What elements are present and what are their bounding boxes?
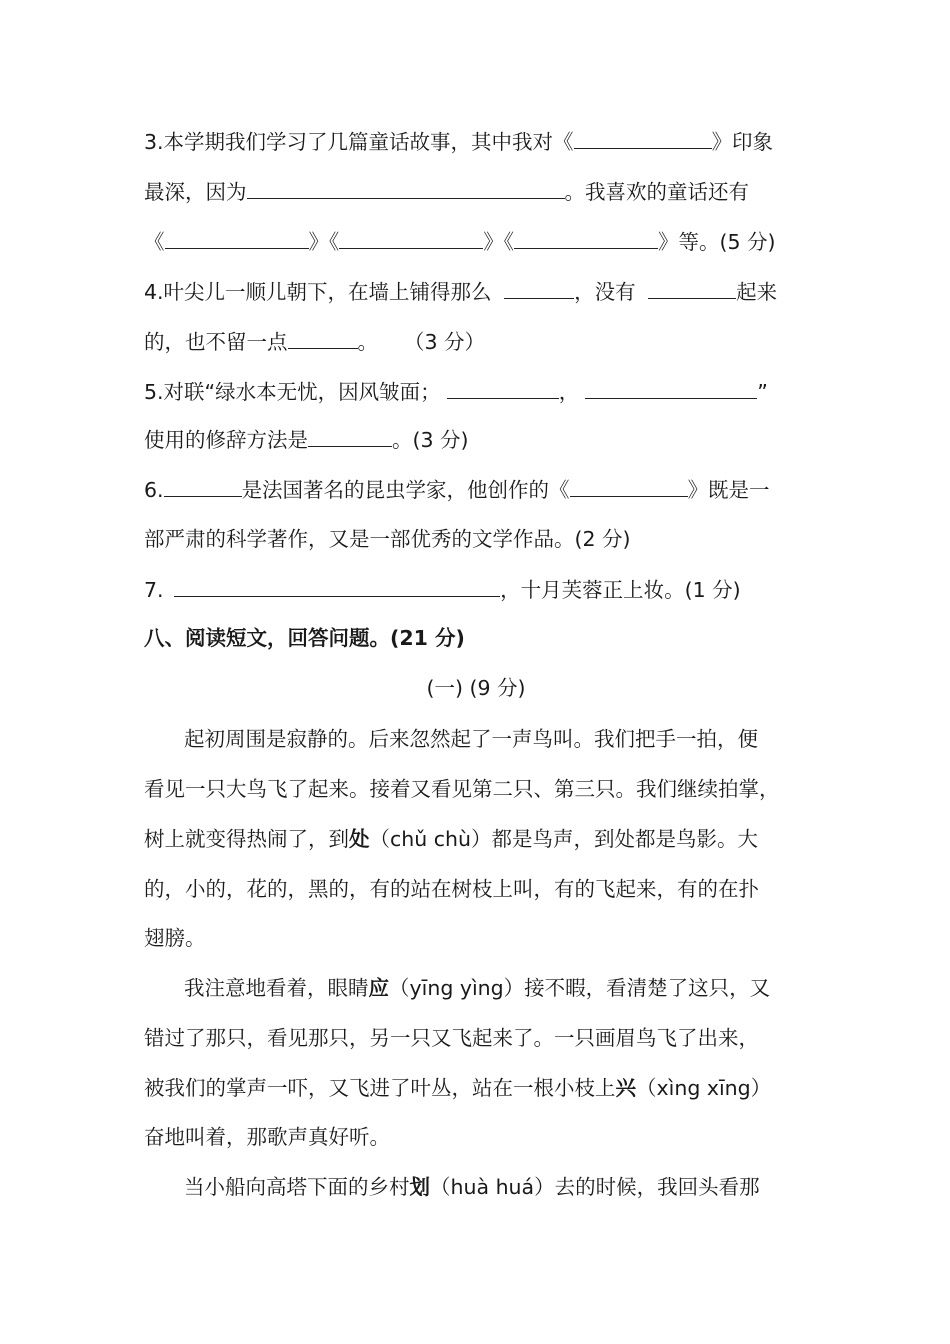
q5-text: 。(3 分) (392, 428, 469, 452)
q4-score: （3 分） (404, 330, 486, 354)
q3-line-1 (144, 126, 808, 156)
passage-text: 奋地叫着，那歌声真好听。 (144, 1125, 390, 1149)
passage-line (144, 824, 808, 854)
passage-line (144, 973, 808, 1003)
q6-line-1 (144, 474, 808, 504)
q3-text: 。我喜欢的童话还有 (564, 180, 749, 204)
q3-text: 《 (144, 230, 165, 254)
q3-text: 》印象 (711, 130, 774, 154)
q4-text: 的，也不留一点 (144, 330, 288, 354)
pinyin-options: （yīng yìng）接不暇，看清楚了这只，又 (389, 976, 771, 1000)
passage-line (144, 1122, 808, 1152)
q7-text: 7. (144, 578, 164, 602)
passage-text: 错过了那只，看见那只，另一只又飞起来了。一只画眉鸟飞了出来， (144, 1026, 759, 1050)
q3-blank-story-2[interactable] (339, 226, 483, 249)
q5-blank-1[interactable] (447, 376, 559, 399)
q5-text: 5.对联“绿水本无忧，因风皱面； (144, 380, 441, 404)
passage-text: 被我们的掌声一吓，又飞进了叶丛，站在一根小枝上 (144, 1076, 616, 1100)
passage-line (144, 774, 808, 804)
q3-line-2 (144, 176, 808, 206)
pinyin-options: （xìng xīng） (636, 1076, 772, 1100)
passage-line (144, 724, 808, 754)
q6-blank-author[interactable] (164, 474, 242, 497)
q6-text: 部严肃的科学著作，又是一部优秀的文学作品。(2 分) (144, 527, 631, 551)
polyphonic-char: 划 (409, 1175, 430, 1199)
passage-text: 看见一只大鸟飞了起来。接着又看见第二只、第三只。我们继续拍掌， (144, 777, 780, 801)
passage-line (144, 923, 808, 953)
passage-line (144, 1023, 808, 1053)
q3-text: 3.本学期我们学习了几篇童话故事，其中我对《 (144, 130, 574, 154)
q4-text: 起来 (736, 280, 778, 304)
q3-text: 》等。(5 分) (658, 230, 776, 254)
q4-blank-1[interactable] (504, 276, 574, 299)
passage-heading-text: (一) (9 分) (426, 676, 526, 700)
q3-blank-story-3[interactable] (514, 226, 658, 249)
passage-text: 起初周围是寂静的。后来忽然起了一声鸟叫。我们把手一拍，便 (184, 727, 758, 751)
q5-line-2 (144, 424, 808, 454)
passage-text: 翅膀。 (144, 926, 206, 950)
passage-1-heading (144, 673, 808, 703)
section-8-title (144, 623, 808, 653)
q5-text: ” (757, 380, 768, 404)
passage-line (144, 1172, 808, 1202)
q5-line-1 (144, 376, 808, 406)
q4-text: 4.叶尖儿一顺儿朝下，在墙上铺得那么 (144, 280, 492, 304)
passage-text: 我注意地看着，眼睛 (184, 976, 369, 1000)
q4-text: ，没有 (574, 280, 636, 304)
q4-line-1 (144, 276, 808, 306)
q5-text: 使用的修辞方法是 (144, 428, 308, 452)
q6-text: 》既是一 (687, 478, 770, 502)
q3-text: 》《 (308, 230, 340, 254)
passage-line (144, 874, 808, 904)
q3-blank-story-1[interactable] (165, 226, 309, 249)
passage-text: 的，小的，花的，黑的，有的站在树枝上叫，有的飞起来，有的在扑 (144, 877, 759, 901)
polyphonic-char: 处 (349, 827, 370, 851)
q3-line-3 (144, 226, 808, 256)
q6-blank-book[interactable] (570, 474, 688, 497)
q4-text: 。 (357, 330, 378, 354)
q4-line-2 (144, 326, 808, 356)
q6-text: 是法国著名的昆虫学家，他创作的《 (241, 478, 570, 502)
q7-blank-verse[interactable] (174, 574, 500, 597)
q5-blank-rhetoric[interactable] (308, 424, 392, 447)
q7-text: ，十月芙蓉正上妆。(1 分) (500, 578, 741, 602)
section-title-text: 八、阅读短文，回答问题。(21 分) (144, 626, 465, 650)
q4-blank-3[interactable] (288, 326, 358, 349)
q5-blank-2[interactable] (585, 376, 757, 399)
q6-line-2 (144, 524, 808, 554)
q7-line (144, 574, 808, 604)
pinyin-options: （chǔ chù）都是鸟声，到处都是鸟影。大 (369, 827, 759, 851)
pinyin-options: （huà huá）去的时候，我回头看那 (430, 1175, 760, 1199)
polyphonic-char: 兴 (615, 1076, 636, 1100)
q6-text: 6. (144, 478, 164, 502)
q3-text: 最深，因为 (144, 180, 247, 204)
q3-blank-favorite-story[interactable] (574, 126, 712, 149)
passage-line (144, 1073, 808, 1103)
q4-blank-2[interactable] (648, 276, 736, 299)
passage-text: 树上就变得热闹了，到 (144, 827, 349, 851)
q5-text: ， (558, 380, 580, 404)
q3-blank-reason[interactable] (247, 176, 565, 199)
passage-text: 当小船向高塔下面的乡村 (184, 1175, 410, 1199)
polyphonic-char: 应 (368, 976, 389, 1000)
q3-text: 》《 (483, 230, 514, 254)
